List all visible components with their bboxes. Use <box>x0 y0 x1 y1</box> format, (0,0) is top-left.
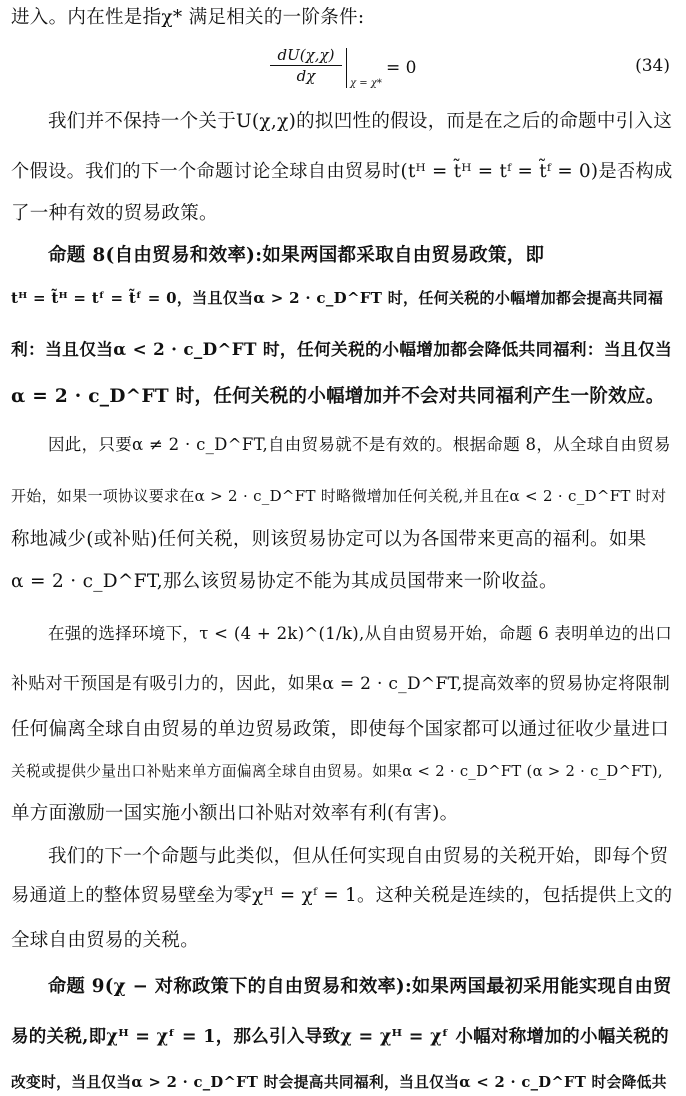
text-line: 补贴对干预国是有吸引力的，因此，如果α = 2 · c_D^FT,提高效率的贸易协定将限制 <box>11 674 670 694</box>
text-line: 易的关税,即χᴴ = χᶠ = 1，那么引入导致χ = χᴴ = χᶠ 小幅对称增加的小幅关税的 <box>11 1027 669 1047</box>
text-line: 在强的选择环境下，τ < (4 + 2k)^(1/k),从自由贸易开始，命题 6 表明单边的出口 <box>48 624 673 643</box>
evaluation-bar <box>346 48 347 88</box>
equation-rhs: = 0 <box>386 58 417 78</box>
text-line: 单方面激励一国实施小额出口补贴对效率有利(有害)。 <box>11 803 459 824</box>
text-line: 了一种有效的贸易政策。 <box>11 203 218 224</box>
text-line: 全球自由贸易的关税。 <box>11 930 200 951</box>
text-line: α = 2 · c_D^FT,那么该贸易协定不能为其成员国带来一阶收益。 <box>11 571 558 592</box>
text-line: 任何偏离全球自由贸易的单边贸易政策，即使每个国家都可以通过征收少量进口 <box>11 719 670 740</box>
text-line: 个假设。我们的下一个命题讨论全球自由贸易时(tᴴ = t̃ᴴ = tᶠ = t̃ᶠ = 0)是否构成 <box>11 161 673 182</box>
text-line: 改变时，当且仅当α > 2 · c_D^FT 时会提高共同福利，当且仅当α < 2 · c_D^FT 时会降低共 <box>11 1074 667 1091</box>
text-line: 易通道上的整体贸易壁垒为零χᴴ = χᶠ = 1。这种关税是连续的，包括提供上文的 <box>11 885 673 906</box>
text-line: tᴴ = t̃ᴴ = tᶠ = t̃ᶠ = 0，当且仅当α > 2 · c_D^FT 时，任何关税的小幅增加都会提高共同福 <box>11 289 664 307</box>
text-line: 利：当且仅当α < 2 · c_D^FT 时，任何关税的小幅增加都会降低共同福利：当且仅当 <box>11 339 673 359</box>
evaluation-point: χ = χ* <box>350 78 382 89</box>
text-line: 称地减少(或补贴)任何关税，则该贸易协定可以为各国带来更高的福利。如果 <box>11 529 647 550</box>
proposition-8-heading: 命题 8(自由贸易和效率):如果两国都采取自由贸易政策，即 <box>48 245 545 266</box>
derivative-fraction <box>270 46 342 85</box>
fraction-denominator: dχ <box>296 67 316 85</box>
text-line: 我们并不保持一个关于U(χ,χ)的拟凹性的假设，而是在之后的命题中引入这 <box>48 111 673 132</box>
fraction-numerator: dU(χ,χ) <box>277 46 335 64</box>
text-line: 我们的下一个命题与此类似，但从任何实现自由贸易的关税开始，即每个贸 <box>48 846 669 867</box>
text-line: α = 2 · c_D^FT 时，任何关税的小幅增加并不会对共同福利产生一阶效应。 <box>11 386 665 407</box>
equation-number: (34) <box>635 56 670 76</box>
text-line: 因此，只要α ≠ 2 · c_D^FT,自由贸易就不是有效的。根据命题 8，从全球自由贸易 <box>48 435 671 454</box>
equation-34 <box>270 46 670 96</box>
text-line: 开始，如果一项协议要求在α > 2 · c_D^FT 时略微增加任何关税,并且在α < 2 · c_D^FT 时对 <box>11 487 667 505</box>
proposition-9-heading: 命题 9(χ − 对称政策下的自由贸易和效率):如果两国最初采用能实现自由贸 <box>48 976 672 997</box>
text-line: 进入。内在性是指χ* 满足相关的一阶条件: <box>11 7 365 28</box>
fraction-bar <box>270 65 342 66</box>
text-line: 关税或提供少量出口补贴来单方面偏离全球自由贸易。如果α < 2 · c_D^FT (α > 2 · c_D^FT), <box>11 763 663 780</box>
